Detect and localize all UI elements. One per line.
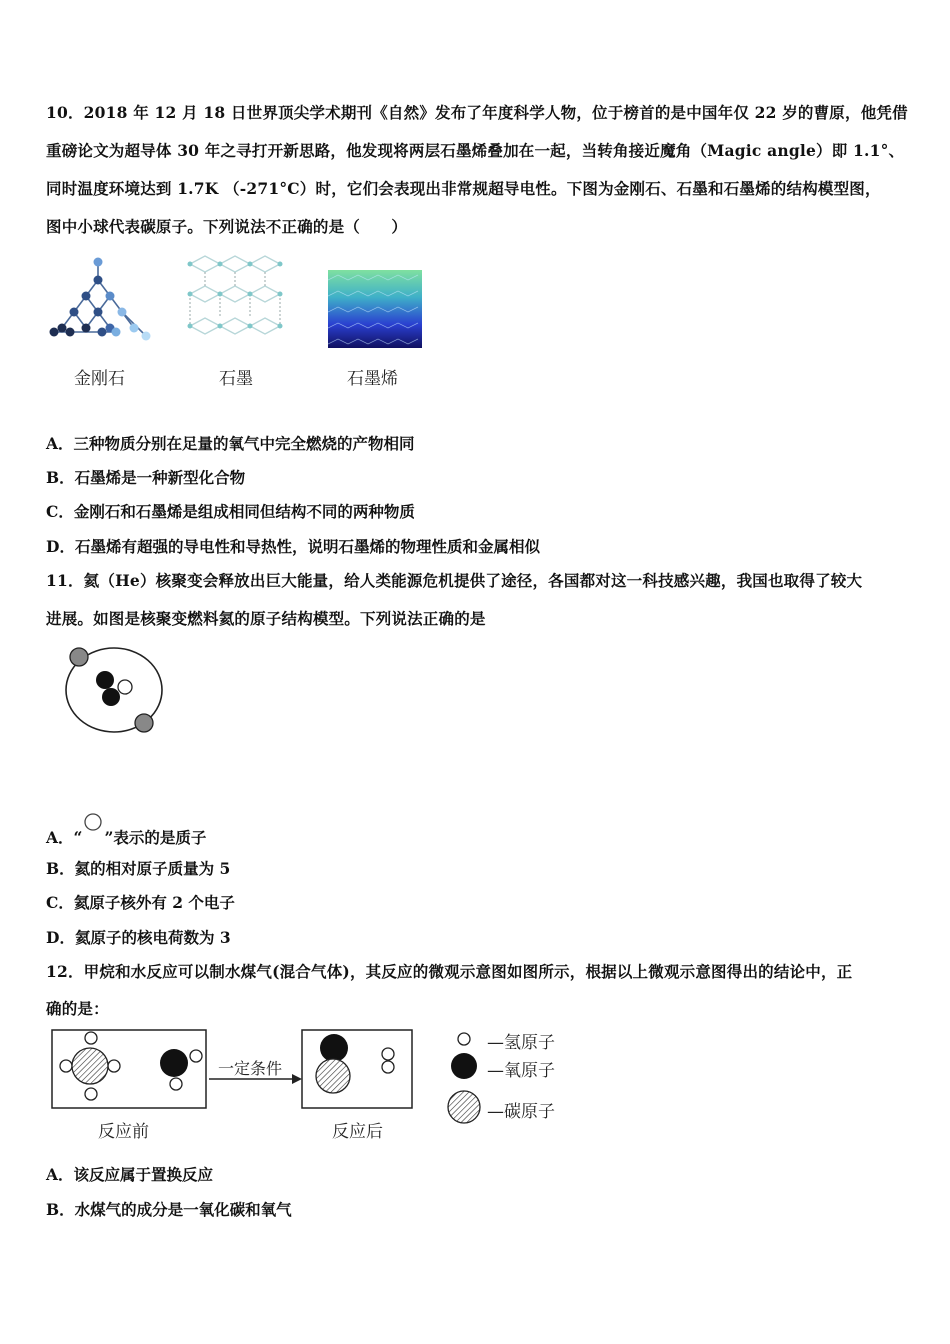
- q11-text-line-2: 进展。如图是核聚变燃料氦的原子结构模型。下列说法正确的是: [46, 609, 486, 628]
- q10-option-d[interactable]: D．石墨烯有超强的导电性和导热性，说明石墨烯的物理性质和金属相似: [46, 537, 540, 556]
- hydrogen-atom-icon: [458, 1033, 470, 1045]
- q11-option-b[interactable]: B．氦的相对原子质量为 5: [46, 859, 231, 878]
- q12-text-line-1: 12．甲烷和水反应可以制水煤气(混合气体)，其反应的微观示意图如图所示，根据以上微观示意图得出的结论中，正: [46, 962, 853, 981]
- q10-option-b[interactable]: B．石墨烯是一种新型化合物: [46, 468, 246, 487]
- q12-option-b[interactable]: B．水煤气的成分是一氧化碳和氧气: [46, 1200, 292, 1219]
- hollow-circle-icon: [82, 811, 104, 833]
- neutron-icon: [118, 680, 132, 694]
- q10-option-c[interactable]: C．金刚石和石墨烯是组成相同但结构不同的两种物质: [46, 502, 415, 521]
- diamond-structure-figure: [46, 252, 158, 348]
- q11-option-a-prefix: A．“: [46, 828, 83, 847]
- graphene-structure-figure: [328, 270, 422, 348]
- q11-option-d[interactable]: D．氦原子的核电荷数为 3: [46, 928, 231, 947]
- diamond-caption: 金刚石: [74, 369, 125, 389]
- q11-option-c[interactable]: C．氦原子核外有 2 个电子: [46, 893, 235, 912]
- electron-icon: [135, 714, 153, 732]
- oxygen-atom-icon: [451, 1053, 477, 1079]
- graphite-caption: 石墨: [219, 369, 253, 389]
- proton-icon: [96, 671, 114, 689]
- q10-text-line-4: 图中小球代表碳原子。下列说法不正确的是（ ）: [46, 217, 408, 236]
- q11-option-a-suffix: ”表示的是质子: [104, 828, 207, 847]
- proton-icon: [102, 688, 120, 706]
- q11-text-line-1: 11．氦（He）核聚变会释放出巨大能量，给人类能源危机提供了途径，各国都对这一科技感兴趣，我国也取得了较大: [46, 571, 863, 590]
- q10-text-line-2: 重磅论文为超导体 30 年之寻打开新思路，他发现将两层石墨烯叠加在一起，当转角接近魔角（Magic angle）即 1.1°、: [46, 141, 905, 160]
- q12-option-a[interactable]: A．该反应属于置换反应: [46, 1165, 214, 1184]
- helium-atom-model-figure: [60, 645, 170, 737]
- before-label: 反应前: [98, 1122, 149, 1142]
- after-label: 反应后: [332, 1122, 383, 1142]
- q11-option-a[interactable]: [46, 811, 206, 848]
- graphite-structure-figure: [185, 252, 285, 348]
- carbon-atom-icon: [448, 1091, 480, 1123]
- reaction-condition-label: 一定条件: [218, 1059, 283, 1078]
- electron-icon: [70, 648, 88, 666]
- graphene-caption: 石墨烯: [347, 369, 398, 389]
- legend-oxygen: —氧原子: [487, 1061, 555, 1081]
- q10-text-line-1: 10．2018 年 12 月 18 日世界顶尖学术期刊《自然》发布了年度科学人物，位于榜首的是中国年仅 22 岁的曹原，他凭借: [46, 103, 908, 122]
- q10-text-line-3: 同时温度环境达到 1.7K （-271°C）时，它们会表现出非常规超导电性。下图为金刚石、石墨和石墨烯的结构模型图，: [46, 179, 881, 198]
- q12-text-line-2: 确的是：: [46, 999, 109, 1018]
- atom-legend-icons: [444, 1026, 488, 1126]
- legend-carbon: —碳原子: [487, 1102, 555, 1122]
- q10-option-a[interactable]: A．三种物质分别在足量的氧气中完全燃烧的产物相同: [46, 434, 415, 453]
- legend-hydrogen: —氢原子: [487, 1033, 555, 1053]
